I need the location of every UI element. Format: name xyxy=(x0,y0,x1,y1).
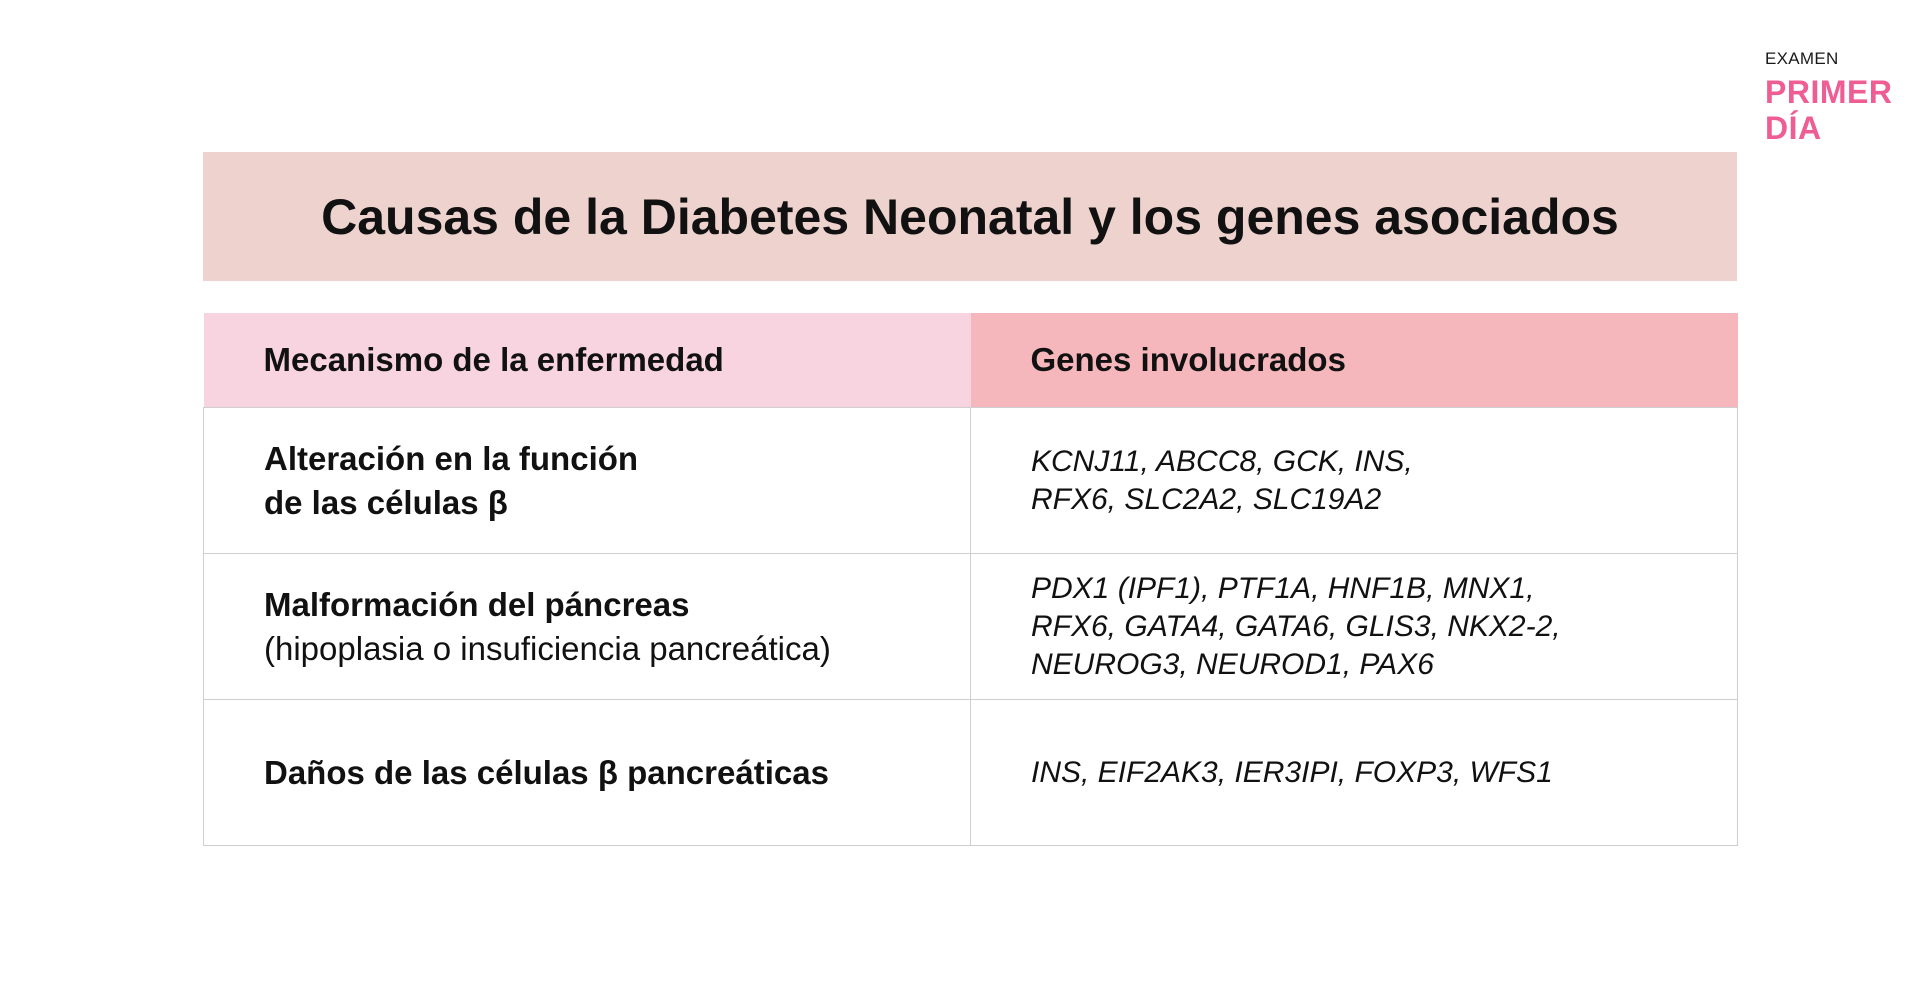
table-header-row xyxy=(204,313,1738,408)
genes-cell xyxy=(971,700,1738,846)
mechanism-cell xyxy=(204,554,971,700)
table-row xyxy=(204,554,1738,700)
table-row xyxy=(204,408,1738,554)
logo-dia-text: DÍA xyxy=(1765,110,1822,146)
title-banner xyxy=(203,152,1737,281)
genes-text: RFX6, GATA4, GATA6, GLIS3, NKX2-2, xyxy=(1031,609,1561,643)
genes-cell xyxy=(971,554,1738,700)
mechanism-cell xyxy=(204,408,971,554)
brand-logo xyxy=(1765,50,1892,146)
mechanism-subtext: (hipoplasia o insuficiencia pancreática) xyxy=(264,629,831,667)
logo-examen-text: EXAMEN xyxy=(1765,49,1839,68)
header-mechanism: Mecanismo de la enfermedad xyxy=(204,313,971,408)
genes-text: RFX6, SLC2A2, SLC19A2 xyxy=(1031,482,1382,516)
mechanism-text: Alteración en la función xyxy=(264,439,639,477)
mechanism-text: Daños de las células β pancreáticas xyxy=(264,753,829,791)
genes-text: INS, EIF2AK3, IER3IPI, FOXP3, WFS1 xyxy=(1031,755,1553,789)
genes-cell xyxy=(971,408,1738,554)
logo-primer-text: PRIMER xyxy=(1765,74,1893,110)
genes-text: PDX1 (IPF1), PTF1A, HNF1B, MNX1, xyxy=(1031,571,1535,605)
page-title: Causas de la Diabetes Neonatal y los genes asociados xyxy=(321,188,1619,245)
mechanism-cell xyxy=(204,700,971,846)
mechanism-text: de las células β xyxy=(264,483,508,521)
mechanism-text: Malformación del páncreas xyxy=(264,585,690,623)
causes-genes-table xyxy=(203,313,1738,846)
header-genes: Genes involucrados xyxy=(971,313,1738,408)
genes-text: KCNJ11, ABCC8, GCK, INS, xyxy=(1031,444,1413,478)
genes-text: NEUROG3, NEUROD1, PAX6 xyxy=(1031,647,1434,681)
table-row xyxy=(204,700,1738,846)
